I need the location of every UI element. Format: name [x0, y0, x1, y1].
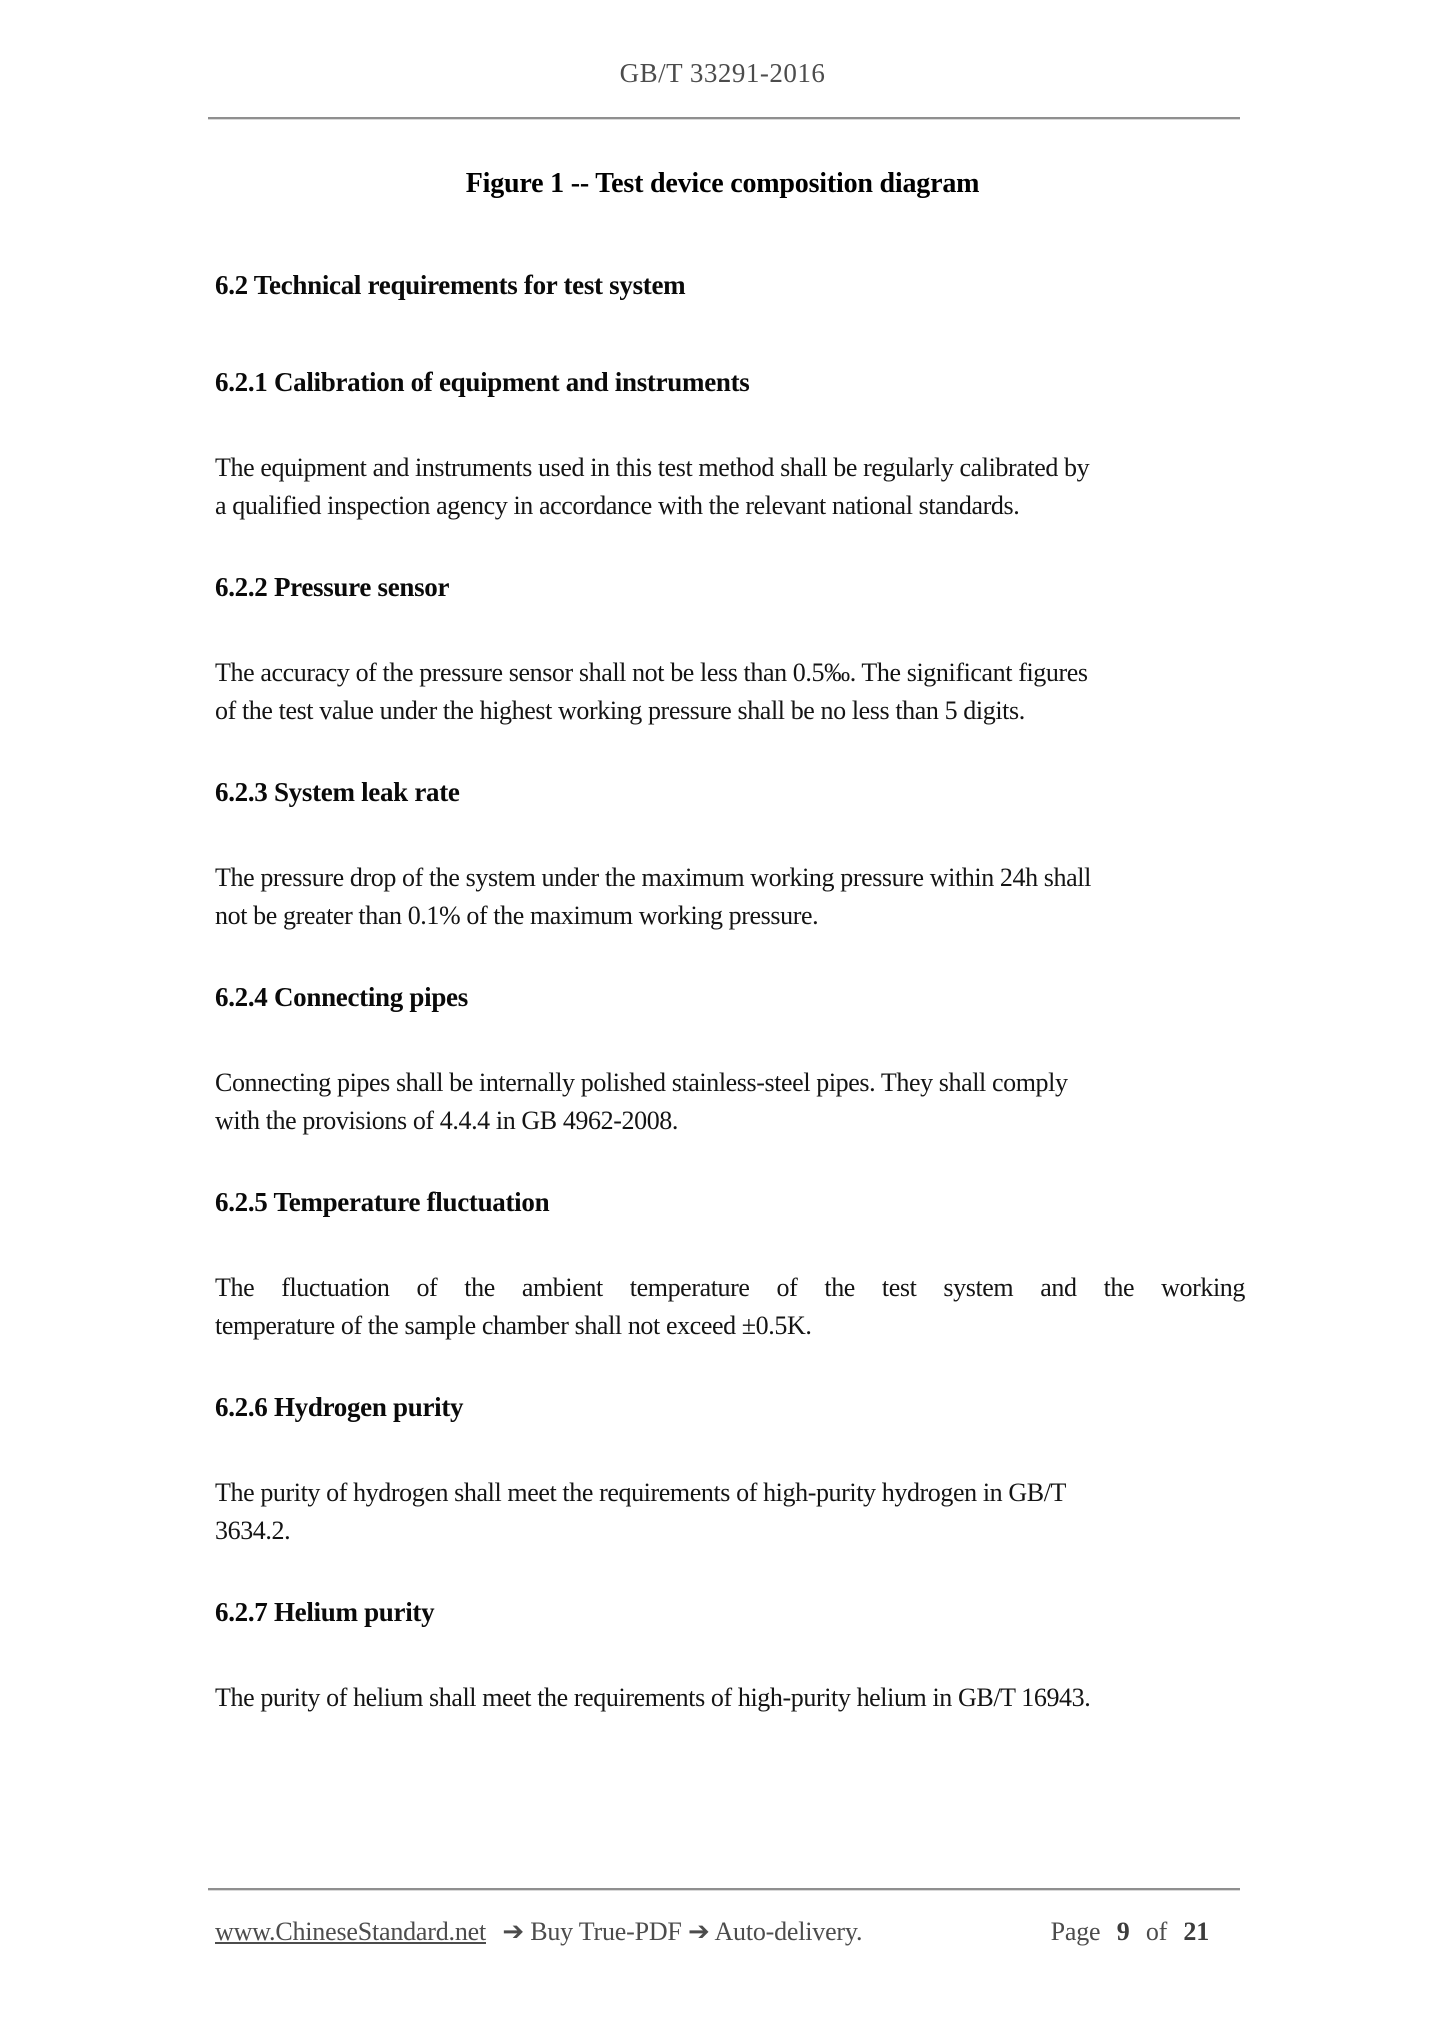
paragraph	[215, 654, 1245, 730]
section	[215, 1594, 1245, 1717]
paragraph-line: The purity of hydrogen shall meet the requirements of high-purity hydrogen in GB/T	[215, 1478, 1066, 1507]
content	[215, 267, 1245, 1761]
page-total: 21	[1183, 1917, 1209, 1946]
figure-caption: Figure 1 -- Test device composition diagram	[465, 168, 980, 199]
section	[215, 1389, 1245, 1550]
paragraph-line: The purity of helium shall meet the requirements of high-purity helium in GB/T 16943.	[215, 1683, 1091, 1712]
paragraph	[215, 1474, 1245, 1550]
running-header	[0, 58, 1445, 89]
running-footer	[215, 1912, 1215, 1952]
paragraph-line: 3634.2.	[215, 1516, 291, 1545]
section-heading: 6.2.1 Calibration of equipment and instruments	[215, 367, 750, 397]
page-indicator	[1047, 1912, 1215, 1952]
paragraph	[215, 1064, 1245, 1140]
section	[215, 364, 1245, 525]
standard-code: GB/T 33291-2016	[619, 58, 826, 88]
footer-rule	[208, 1888, 1240, 1891]
paragraph	[215, 1679, 1245, 1717]
section	[215, 267, 1245, 303]
section	[215, 774, 1245, 935]
paragraph-line: of the test value under the highest working pressure shall be no less than 5 digits.	[215, 696, 1025, 725]
paragraph	[215, 859, 1245, 935]
page-current: 9	[1116, 1917, 1130, 1946]
header-rule	[208, 117, 1240, 120]
paragraph	[215, 1269, 1245, 1345]
footer-source-line	[215, 1912, 862, 1952]
section-heading: 6.2 Technical requirements for test system	[215, 270, 686, 300]
paragraph-line: a qualified inspection agency in accordance with the relevant national standards.	[215, 491, 1020, 520]
section	[215, 1184, 1245, 1345]
paragraph-line: temperature of the sample chamber shall not exceed ±0.5K.	[215, 1311, 812, 1340]
paragraph-line: The equipment and instruments used in this test method shall be regularly calibrated by	[215, 453, 1090, 482]
paragraph-line: with the provisions of 4.4.4 in GB 4962-2008.	[215, 1106, 678, 1135]
paragraph-line: The pressure drop of the system under the maximum working pressure within 24h shall	[215, 863, 1091, 892]
section-heading: 6.2.2 Pressure sensor	[215, 572, 450, 602]
section-heading: 6.2.4 Connecting pipes	[215, 982, 468, 1012]
paragraph-line: not be greater than 0.1% of the maximum working pressure.	[215, 901, 819, 930]
paragraph-line: The fluctuation of the ambient temperature of the test system and the working	[215, 1273, 1245, 1302]
paragraph-line: The accuracy of the pressure sensor shall not be less than 0.5‰. The significant figures	[215, 658, 1088, 687]
section	[215, 569, 1245, 730]
section-heading: 6.2.7 Helium purity	[215, 1597, 435, 1627]
footer-website-link[interactable]: www.ChineseStandard.net	[215, 1917, 486, 1946]
section-heading: 6.2.3 System leak rate	[215, 777, 460, 807]
section	[215, 979, 1245, 1140]
paragraph	[215, 449, 1245, 525]
paragraph-line: Connecting pipes shall be internally polished stainless-steel pipes. They shall comply	[215, 1068, 1068, 1097]
section-heading: 6.2.6 Hydrogen purity	[215, 1392, 464, 1422]
section-heading: 6.2.5 Temperature fluctuation	[215, 1187, 550, 1217]
page-label: Page	[1050, 1917, 1101, 1946]
page-of-label: of	[1145, 1917, 1168, 1946]
footer-tagline: ➔ Buy True-PDF ➔ Auto-delivery.	[502, 1917, 863, 1946]
